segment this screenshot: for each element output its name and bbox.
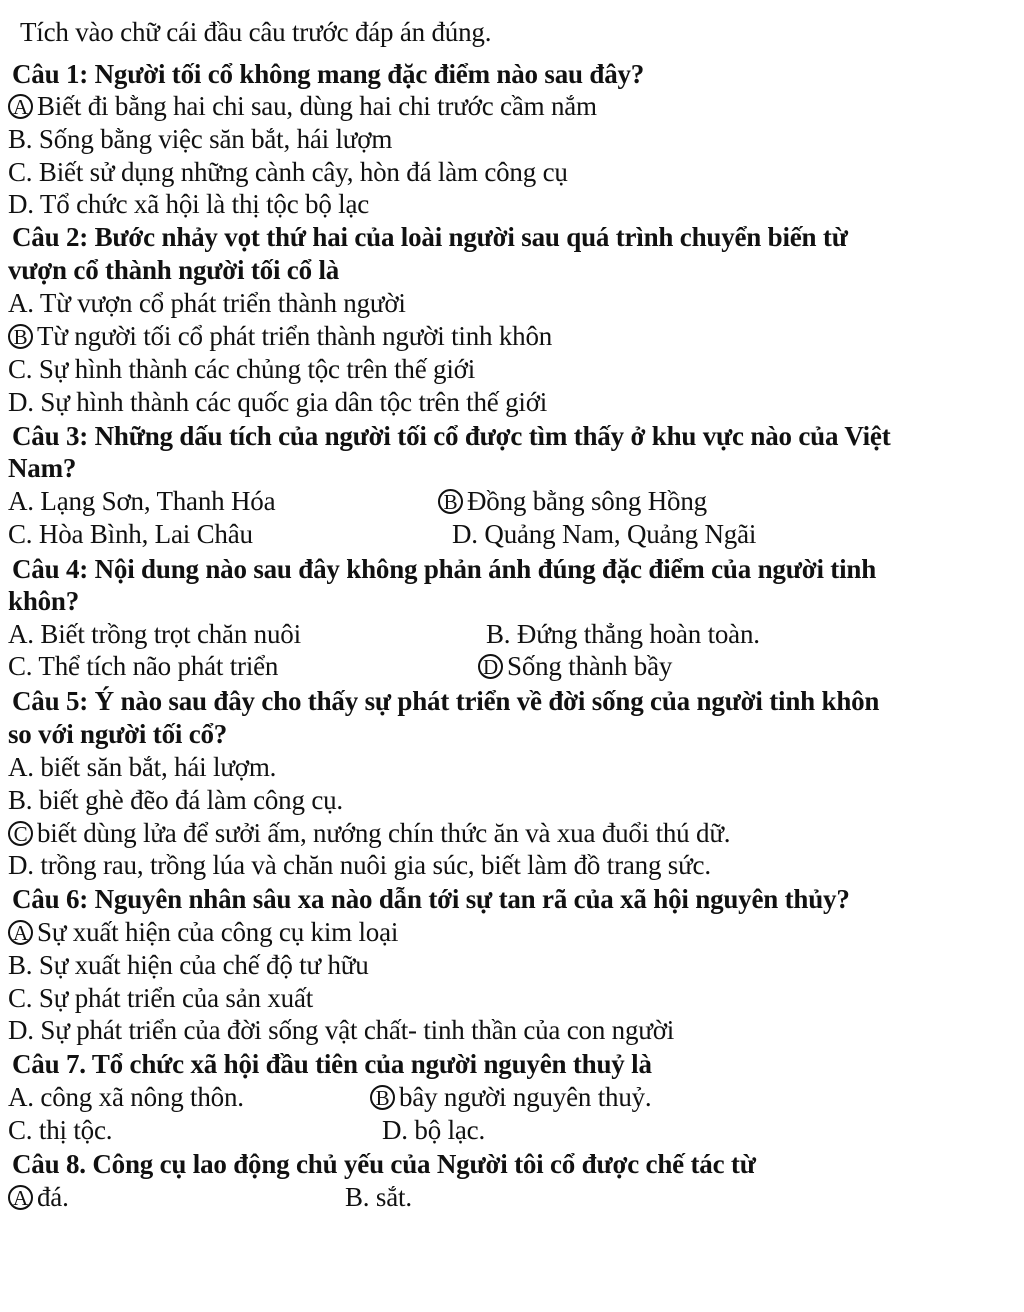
q3-option-d[interactable] (452, 518, 756, 550)
q4-option-d-text: Sống thành bầy (507, 651, 673, 681)
q6-option-a-letter: A (8, 920, 33, 945)
q2-option-c[interactable] (8, 353, 475, 385)
q2-option-d[interactable] (8, 386, 547, 418)
q6-option-b-letter: B. (8, 950, 33, 980)
q1-option-a-text: Biết đi bằng hai chi sau, dùng hai chi trước cầm nắm (37, 91, 597, 121)
q1-option-a-letter: A (8, 94, 33, 119)
question-2-text-line1: Câu 2: Bước nhảy vọt thứ hai của loài người sau quá trình chuyển biến từ (12, 222, 848, 252)
q4-option-a[interactable] (8, 618, 301, 650)
q3-option-b-text: Đồng bằng sông Hồng (467, 486, 707, 516)
q1-option-b-letter: B. (8, 124, 33, 154)
q4-option-c[interactable] (8, 650, 278, 682)
q1-option-b[interactable] (8, 123, 392, 155)
q2-option-a-text: Từ vượn cổ phát triển thành người (39, 288, 406, 318)
q3-option-a[interactable] (8, 485, 275, 517)
q3-option-a-text: Lạng Sơn, Thanh Hóa (40, 486, 276, 516)
q5-option-d[interactable] (8, 849, 711, 881)
q8-option-a-text: đá. (37, 1182, 69, 1212)
q5-option-a[interactable] (8, 751, 276, 783)
q4-option-a-letter: A. (8, 619, 34, 649)
q6-option-b-text: Sự xuất hiện của chế độ tư hữu (38, 950, 369, 980)
q2-option-c-text: Sự hình thành các chủng tộc trên thế giới (38, 354, 476, 384)
q3-option-d-text: Quảng Nam, Quảng Ngãi (484, 519, 757, 549)
q8-option-a[interactable] (8, 1181, 69, 1213)
q2-option-d-letter: D. (8, 387, 34, 417)
q1-option-c[interactable] (8, 156, 568, 188)
q2-option-b-text: Từ người tối cổ phát triển thành người tinh khôn (37, 321, 553, 351)
q2-option-b-letter: B (8, 324, 33, 349)
q7-option-c[interactable] (8, 1114, 112, 1146)
q7-option-a-letter: A. (8, 1082, 34, 1112)
q6-option-c-letter: C. (8, 983, 33, 1013)
q5-option-b[interactable] (8, 784, 343, 816)
q2-option-b[interactable] (8, 320, 552, 352)
question-5-text-line1: Câu 5: Ý nào sau đây cho thấy sự phát triển về đời sống của người tinh khôn (12, 686, 880, 716)
question-8-text: Câu 8. Công cụ lao động chủ yếu của Người tôi cổ được chế tác từ (12, 1149, 756, 1179)
q8-option-b-letter: B. (345, 1182, 370, 1212)
instruction: Tích vào chữ cái đầu câu trước đáp án đúng. (20, 17, 492, 47)
q8-option-a-letter: A (8, 1185, 33, 1210)
question-1-text: Câu 1: Người tối cổ không mang đặc điểm nào sau đây? (12, 59, 645, 89)
q7-option-b-text: bây người nguyên thuỷ. (399, 1082, 652, 1112)
q3-option-b-letter: B (438, 489, 463, 514)
q4-option-c-letter: C. (8, 651, 33, 681)
q3-option-c[interactable] (8, 518, 253, 550)
q7-option-a[interactable] (8, 1081, 244, 1113)
question-3-text-line1: Câu 3: Những dấu tích của người tối cổ được tìm thấy ở khu vực nào của Việt (12, 421, 891, 451)
q2-option-d-text: Sự hình thành các quốc gia dân tộc trên thế giới (40, 387, 548, 417)
q6-option-d-letter: D. (8, 1015, 34, 1045)
q3-option-b[interactable] (438, 485, 707, 517)
q1-option-d-text: Tổ chức xã hội là thị tộc bộ lạc (39, 189, 370, 219)
q7-option-d-text: bộ lạc. (414, 1115, 485, 1145)
q8-option-b-text: sắt. (375, 1182, 412, 1212)
q7-option-a-text: công xã nông thôn. (40, 1082, 244, 1112)
q1-option-d[interactable] (8, 188, 369, 220)
q2-option-a[interactable] (8, 287, 406, 319)
question-6-text: Câu 6: Nguyên nhân sâu xa nào dẫn tới sự tan rã của xã hội nguyên thủy? (12, 884, 850, 914)
question-2-text-line2: vượn cổ thành người tối cổ là (8, 255, 340, 285)
q4-option-c-text: Thể tích não phát triển (38, 651, 279, 681)
q5-option-d-letter: D. (8, 850, 34, 880)
q7-option-c-letter: C. (8, 1115, 33, 1145)
q4-option-a-text: Biết trồng trọt chăn nuôi (40, 619, 301, 649)
q3-option-a-letter: A. (8, 486, 34, 516)
question-5-text-line2: so với người tối cổ? (8, 719, 228, 749)
q5-option-a-letter: A. (8, 752, 34, 782)
q4-option-d-letter: D (478, 654, 503, 679)
q5-option-d-text: trồng rau, trồng lúa và chăn nuôi gia súc, biết làm đồ trang sức. (40, 850, 711, 880)
q7-option-b-letter: B (370, 1085, 395, 1110)
q5-option-b-text: biết ghè đẽo đá làm công cụ. (38, 785, 343, 815)
q5-option-c-text: biết dùng lửa để sưởi ấm, nướng chín thức ăn và xua đuổi thú dữ. (37, 818, 731, 848)
question-4-text-line2: khôn? (8, 586, 80, 616)
q6-option-a[interactable] (8, 916, 398, 948)
q3-option-c-letter: C. (8, 519, 33, 549)
q4-option-b-letter: B. (486, 619, 511, 649)
q5-option-b-letter: B. (8, 785, 33, 815)
q6-option-d[interactable] (8, 1014, 674, 1046)
question-4-text-line1: Câu 4: Nội dung nào sau đây không phản ánh đúng đặc điểm của người tinh (12, 554, 877, 584)
q7-option-b[interactable] (370, 1081, 651, 1113)
q6-option-a-text: Sự xuất hiện của công cụ kim loại (37, 917, 399, 947)
q6-option-c[interactable] (8, 982, 313, 1014)
q4-option-d[interactable] (478, 650, 672, 682)
q6-option-b[interactable] (8, 949, 369, 981)
q2-option-a-letter: A. (8, 288, 34, 318)
q8-option-b[interactable] (345, 1181, 412, 1213)
q5-option-a-text: biết săn bắt, hái lượm. (40, 752, 277, 782)
q1-option-a[interactable] (8, 90, 597, 122)
q6-option-c-text: Sự phát triển của sản xuất (38, 983, 314, 1013)
question-3-text-line2: Nam? (8, 453, 77, 483)
q2-option-c-letter: C. (8, 354, 33, 384)
q1-option-b-text: Sống bằng việc săn bắt, hái lượm (38, 124, 393, 154)
q1-option-c-text: Biết sử dụng những cành cây, hòn đá làm công cụ (38, 157, 568, 187)
q1-option-d-letter: D. (8, 189, 34, 219)
q5-option-c[interactable] (8, 817, 730, 849)
q7-option-c-text: thị tộc. (38, 1115, 113, 1145)
q7-option-d[interactable] (382, 1114, 485, 1146)
q3-option-d-letter: D. (452, 519, 478, 549)
question-7-text: Câu 7. Tổ chức xã hội đầu tiên của người nguyên thuỷ là (12, 1049, 652, 1079)
q5-option-c-letter: C (8, 821, 33, 846)
q1-option-c-letter: C. (8, 157, 33, 187)
q7-option-d-letter: D. (382, 1115, 408, 1145)
q4-option-b-text: Đứng thẳng hoàn toàn. (516, 619, 760, 649)
q6-option-d-text: Sự phát triển của đời sống vật chất- tinh thần của con người (40, 1015, 675, 1045)
q4-option-b[interactable] (486, 618, 760, 650)
q3-option-c-text: Hòa Bình, Lai Châu (38, 519, 253, 549)
